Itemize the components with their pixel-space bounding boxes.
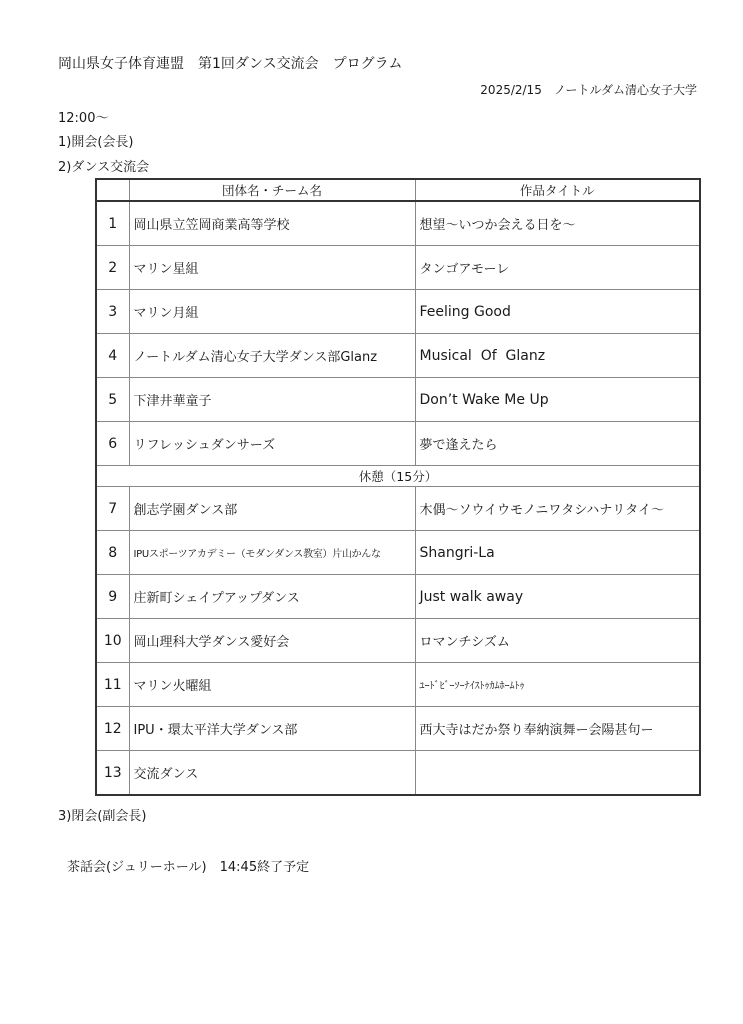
table-row <box>96 422 700 466</box>
closing-item: 3)閉会(副会長) <box>58 809 147 824</box>
table-row <box>96 707 700 751</box>
work-title: Just walk away <box>415 575 700 619</box>
table-row <box>96 575 700 619</box>
table-row <box>96 201 700 246</box>
team-name: ノートルダム清心女子大学ダンス部Glanz <box>129 334 415 378</box>
work-title: Musical Of Glanz <box>415 334 700 378</box>
row-number: 9 <box>96 575 129 619</box>
table-row <box>96 378 700 422</box>
team-name: IPU・環太平洋大学ダンス部 <box>129 707 415 751</box>
work-title: Shangri-La <box>415 531 700 575</box>
team-name: 下津井華童子 <box>129 378 415 422</box>
team-name: マリン火曜組 <box>129 663 415 707</box>
team-name: リフレッシュダンサーズ <box>129 422 415 466</box>
row-number: 7 <box>96 487 129 531</box>
table-row <box>96 531 700 575</box>
row-number: 1 <box>96 201 129 246</box>
start-time: 12:00～ <box>58 111 109 126</box>
row-number: 5 <box>96 378 129 422</box>
work-title: Feeling Good <box>415 290 700 334</box>
program-table <box>95 178 701 796</box>
work-title: 夢で逢えたら <box>415 422 700 466</box>
team-name: 創志学園ダンス部 <box>129 487 415 531</box>
table-row <box>96 487 700 531</box>
header-team: 団体名・チーム名 <box>129 179 415 201</box>
row-number: 11 <box>96 663 129 707</box>
table-row <box>96 334 700 378</box>
work-title <box>415 751 700 796</box>
table-row <box>96 663 700 707</box>
row-number: 8 <box>96 531 129 575</box>
program-title: 岡山県女子体育連盟 第1回ダンス交流会 プログラム <box>58 56 403 72</box>
row-number: 13 <box>96 751 129 796</box>
break-row <box>96 466 700 487</box>
work-title: 西大寺はだか祭り奉納演舞ー会陽甚句ー <box>415 707 700 751</box>
team-name: 交流ダンス <box>129 751 415 796</box>
work-title: 想望～いつか会える日を～ <box>415 201 700 246</box>
team-name: IPUスポーツアカデミー（モダンダンス教室）片山かんな <box>129 531 415 575</box>
table-row <box>96 751 700 796</box>
work-title: タンゴアモーレ <box>415 246 700 290</box>
tea-party-note: 茶話会(ジュリーホール) 14:45終了予定 <box>67 860 310 875</box>
table-row <box>96 246 700 290</box>
header-work: 作品タイトル <box>415 179 700 201</box>
team-name: マリン星組 <box>129 246 415 290</box>
row-number: 6 <box>96 422 129 466</box>
break-label: 休憩（15分） <box>96 466 700 487</box>
exchange-item: 2)ダンス交流会 <box>58 160 150 175</box>
table-header-row <box>96 179 700 201</box>
row-number: 2 <box>96 246 129 290</box>
table-row <box>96 619 700 663</box>
row-number: 10 <box>96 619 129 663</box>
team-name: 岡山県立笠岡商業高等学校 <box>129 201 415 246</box>
date-venue: 2025/2/15 ノートルダム清心女子大学 <box>480 83 697 97</box>
work-title: ﾕｰﾄﾞﾋﾞｰｿｰﾅｲｽﾄｩｶﾑﾎｰﾑﾄｩ <box>415 663 700 707</box>
opening-item: 1)開会(会長) <box>58 135 134 150</box>
row-number: 12 <box>96 707 129 751</box>
team-name: マリン月組 <box>129 290 415 334</box>
team-name: 岡山理科大学ダンス愛好会 <box>129 619 415 663</box>
work-title: 木偶～ソウイウモノニワタシハナリタイ～ <box>415 487 700 531</box>
table-row <box>96 290 700 334</box>
work-title: Don’t Wake Me Up <box>415 378 700 422</box>
row-number: 3 <box>96 290 129 334</box>
row-number: 4 <box>96 334 129 378</box>
team-name: 庄新町シェイプアップダンス <box>129 575 415 619</box>
work-title: ロマンチシズム <box>415 619 700 663</box>
header-number <box>96 179 129 201</box>
